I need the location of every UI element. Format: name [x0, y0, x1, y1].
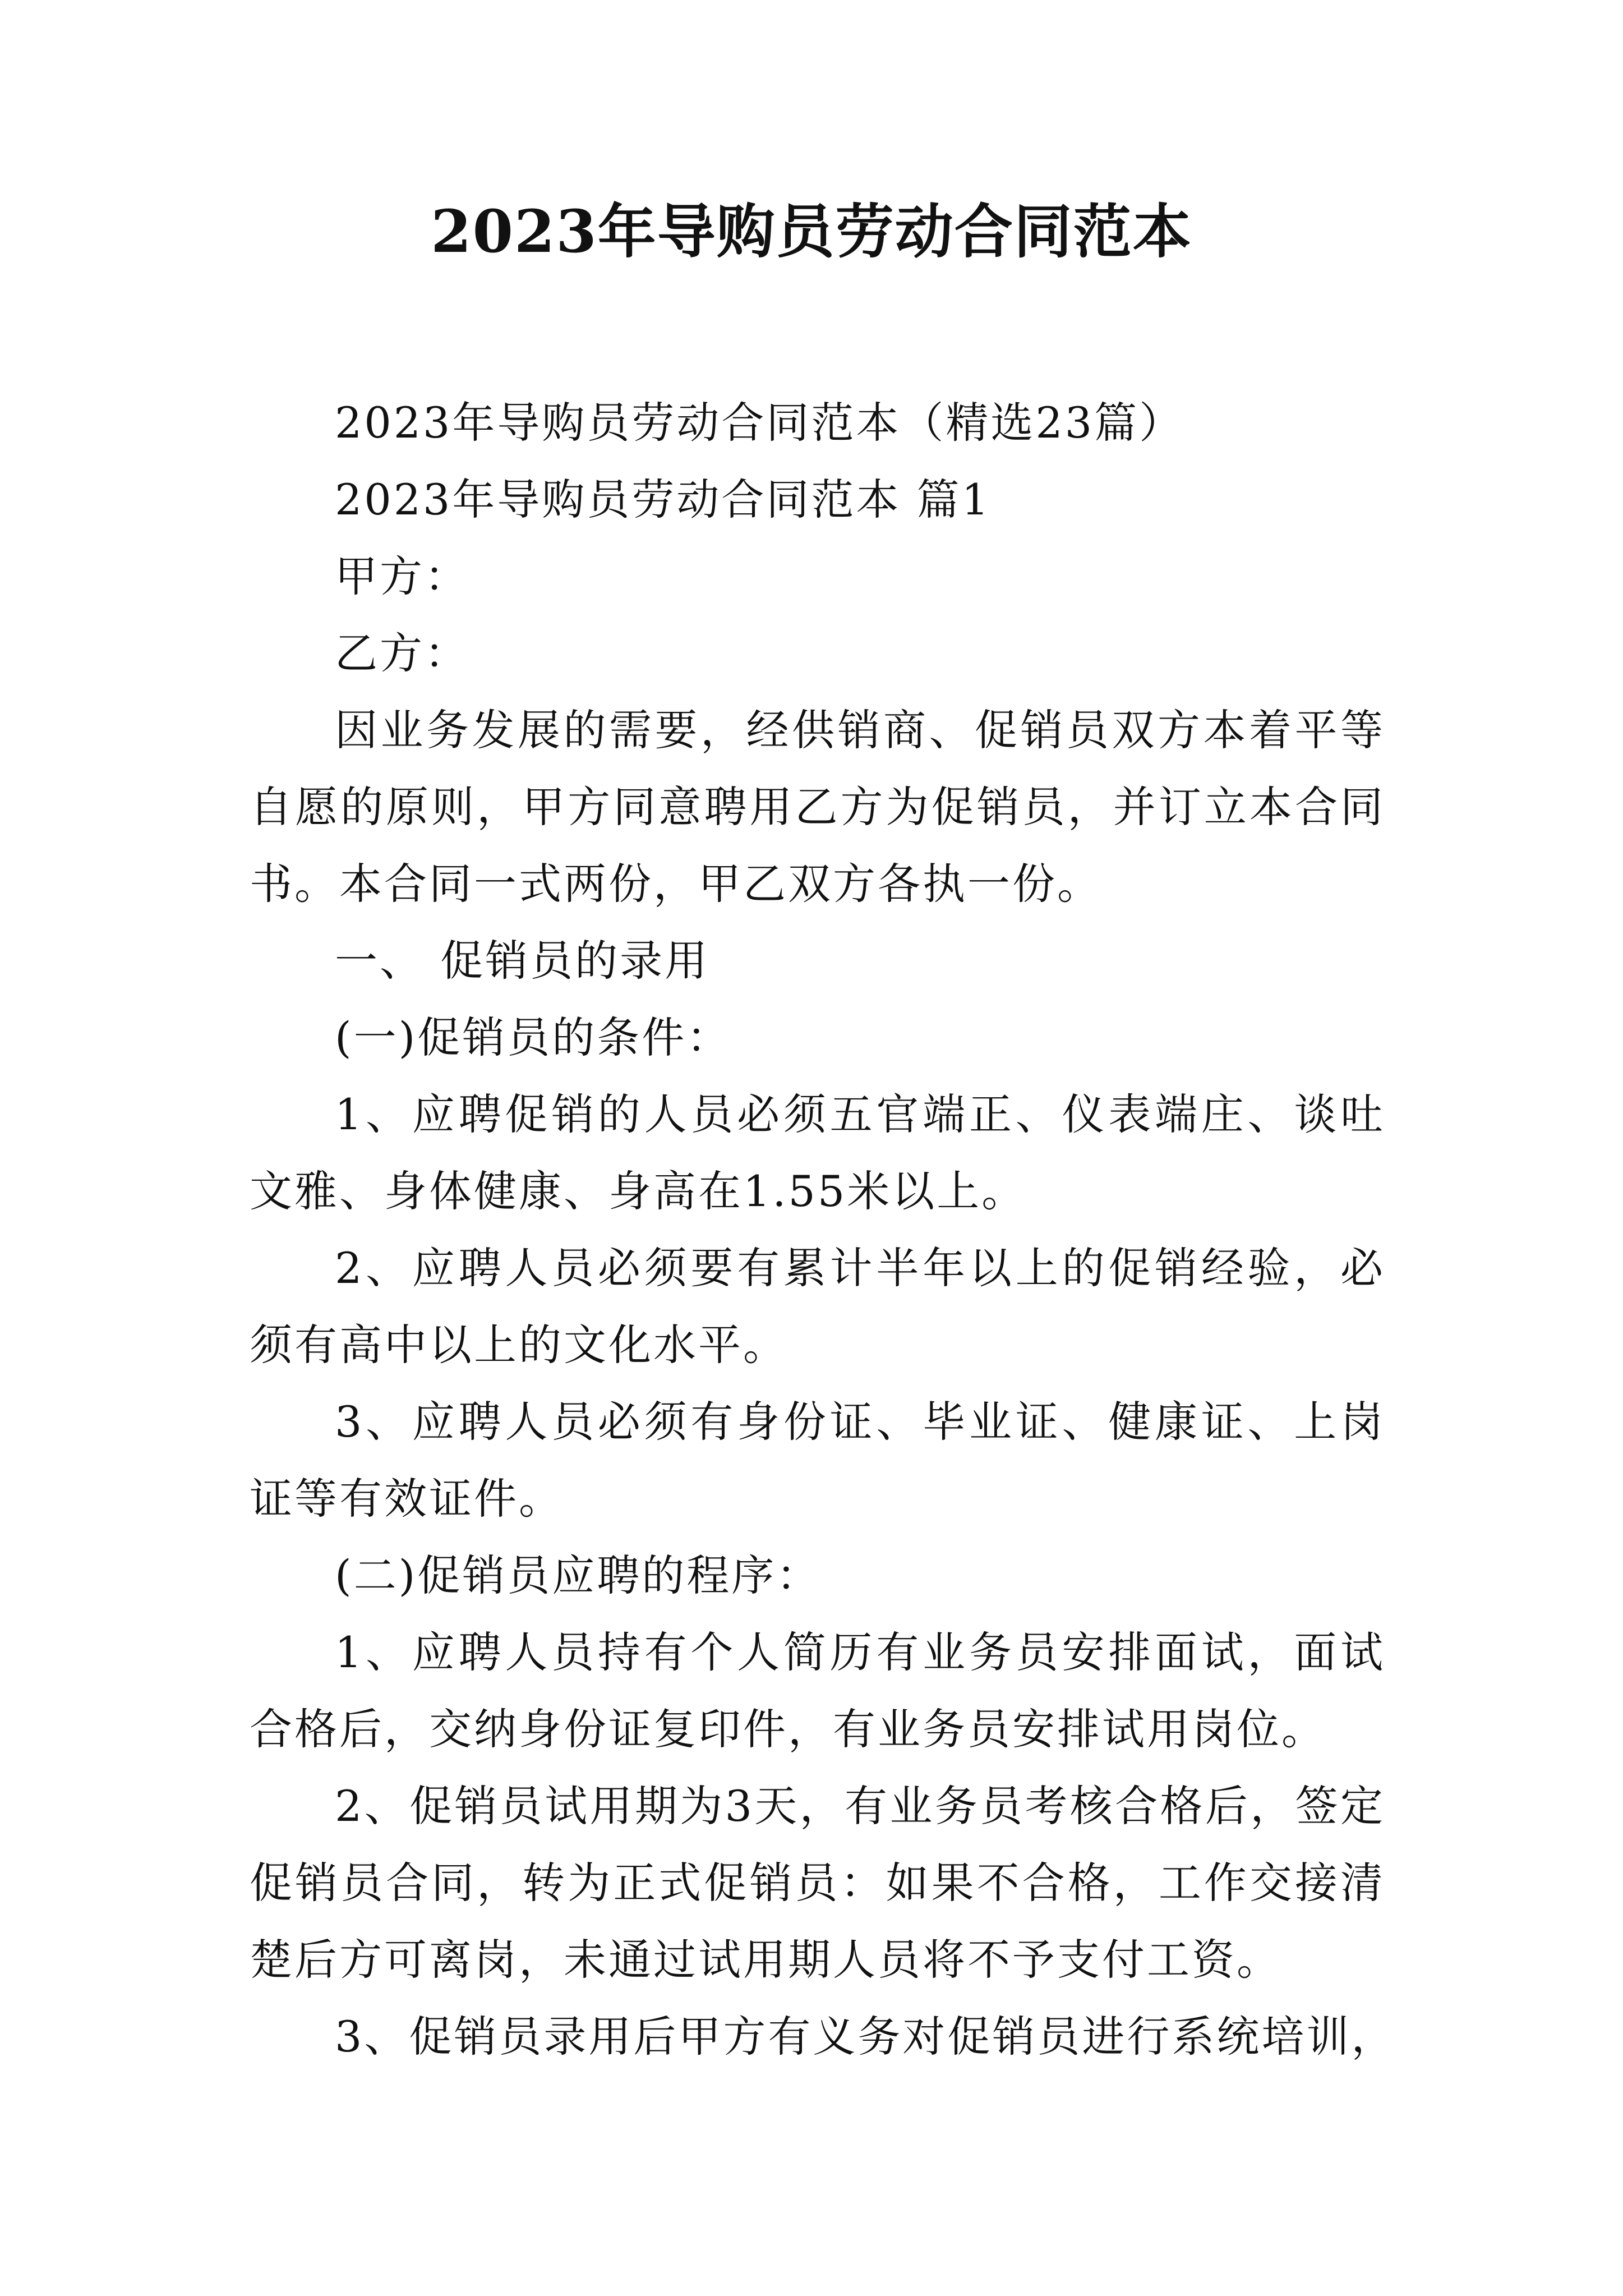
section-heading: 2023年导购员劳动合同范本 篇1: [335, 475, 991, 524]
procedure-item: 3、促销员录用后甲方有义务对促销员进行系统培训，: [335, 2012, 1396, 2062]
subclause-heading: (二)促销员应聘的程序：: [335, 1550, 822, 1600]
party-b-line: 乙方：: [335, 628, 469, 678]
procedure-item: 1、应聘人员持有个人简历有业务员安排面试，面试合格后，交纳身份证复印件，有业务员安排试用岗位。: [250, 1627, 1385, 1754]
condition-item: 2、应聘人员必须要有累计半年以上的促销经验，必须有高中以上的文化水平。: [250, 1243, 1385, 1370]
intro-paragraph: 因业务发展的需要，经供销商、促销员双方本着平等自愿的原则，甲方同意聘用乙方为促销员，并订立本合同书。本合同一式两份，甲乙双方各执一份。: [250, 705, 1385, 909]
party-a-line: 甲方：: [335, 551, 469, 601]
clause-heading: 一、 促销员的录用: [335, 936, 710, 986]
subtitle-paragraph: 2023年导购员劳动合同范本（精选23篇）: [335, 398, 1184, 448]
subclause-heading: (一)促销员的条件：: [335, 1013, 732, 1062]
condition-item: 1、应聘促销的人员必须五官端正、仪表端庄、谈吐文雅、身体健康、身高在1.55米以上。: [250, 1089, 1385, 1216]
document-title: 2023年导购员劳动合同范本: [431, 197, 1192, 266]
document-body: [250, 384, 1396, 2075]
procedure-item: 2、促销员试用期为3天，有业务员考核合格后，签定促销员合同，转为正式促销员：如果不合格，工作交接清楚后方可离岗，未通过试用期人员将不予支付工资。: [250, 1781, 1385, 1985]
condition-item: 3、应聘人员必须有身份证、毕业证、健康证、上岗证等有效证件。: [250, 1397, 1385, 1524]
